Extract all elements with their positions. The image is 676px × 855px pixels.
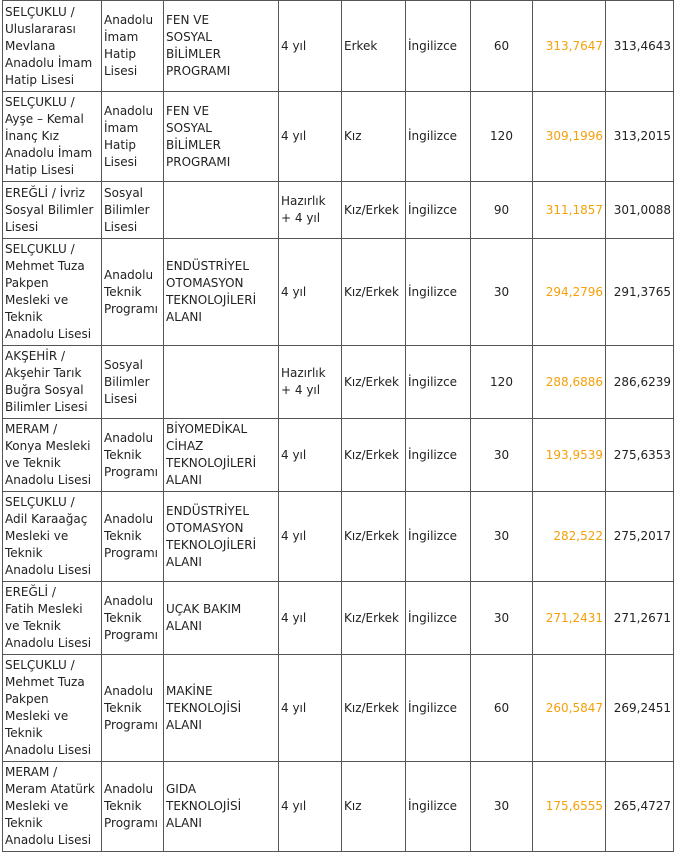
gender-cell: Kız (342, 762, 406, 852)
school-name-cell: MERAM / Konya Mesleki ve Teknik Anadolu Lisesi (3, 419, 102, 492)
school-type-cell: Anadolu İmam Hatip Lisesi (102, 92, 164, 182)
gender-cell: Kız/Erkek (342, 239, 406, 346)
base-score-cell: 260,5847 (533, 655, 606, 762)
school-name-cell: EREĞLİ / Fatih Mesleki ve Teknik Anadolu Lisesi (3, 582, 102, 655)
school-type-cell: Anadolu Teknik Programı (102, 582, 164, 655)
quota-cell: 30 (471, 239, 533, 346)
duration-cell: 4 yıl (279, 762, 342, 852)
gender-cell: Kız/Erkek (342, 419, 406, 492)
table-row (3, 419, 674, 492)
school-type-cell: Anadolu Teknik Programı (102, 492, 164, 582)
program-cell (164, 346, 279, 419)
program-cell: ENDÜSTRİYEL OTOMASYON TEKNOLOJİLERİ ALANI (164, 492, 279, 582)
gender-cell: Kız/Erkek (342, 492, 406, 582)
top-score-cell: 301,0088 (606, 182, 674, 239)
duration-cell: Hazırlık + 4 yıl (279, 346, 342, 419)
table-row (3, 492, 674, 582)
language-cell: İngilizce (406, 182, 471, 239)
base-score-cell: 175,6555 (533, 762, 606, 852)
language-cell: İngilizce (406, 762, 471, 852)
quota-cell: 30 (471, 419, 533, 492)
table-row (3, 346, 674, 419)
top-score-cell: 269,2451 (606, 655, 674, 762)
program-cell: GIDA TEKNOLOJİSİ ALANI (164, 762, 279, 852)
quota-cell: 30 (471, 492, 533, 582)
table-row (3, 92, 674, 182)
base-score-cell: 311,1857 (533, 182, 606, 239)
duration-cell: Hazırlık + 4 yıl (279, 182, 342, 239)
gender-cell: Kız (342, 92, 406, 182)
school-type-cell: Anadolu Teknik Programı (102, 239, 164, 346)
school-type-cell: Sosyal Bilimler Lisesi (102, 182, 164, 239)
base-score-cell: 288,6886 (533, 346, 606, 419)
duration-cell: 4 yıl (279, 92, 342, 182)
duration-cell: 4 yıl (279, 582, 342, 655)
school-type-cell: Anadolu Teknik Programı (102, 655, 164, 762)
duration-cell: 4 yıl (279, 655, 342, 762)
base-score-cell: 309,1996 (533, 92, 606, 182)
quota-cell: 30 (471, 762, 533, 852)
gender-cell: Kız/Erkek (342, 346, 406, 419)
language-cell: İngilizce (406, 92, 471, 182)
language-cell: İngilizce (406, 582, 471, 655)
language-cell: İngilizce (406, 1, 471, 92)
program-cell: ENDÜSTRİYEL OTOMASYON TEKNOLOJİLERİ ALANI (164, 239, 279, 346)
school-type-cell: Anadolu Teknik Programı (102, 419, 164, 492)
program-cell: BİYOMEDİKAL CİHAZ TEKNOLOJİLERİ ALANI (164, 419, 279, 492)
table-body (3, 1, 674, 852)
gender-cell: Erkek (342, 1, 406, 92)
quota-cell: 60 (471, 1, 533, 92)
school-name-cell: EREĞLİ / İvriz Sosyal Bilimler Lisesi (3, 182, 102, 239)
school-type-cell: Sosyal Bilimler Lisesi (102, 346, 164, 419)
school-name-cell: SELÇUKLU / Mehmet Tuza Pakpen Mesleki ve Teknik Anadolu Lisesi (3, 655, 102, 762)
school-name-cell: SELÇUKLU / Mehmet Tuza Pakpen Mesleki ve Teknik Anadolu Lisesi (3, 239, 102, 346)
gender-cell: Kız/Erkek (342, 655, 406, 762)
language-cell: İngilizce (406, 239, 471, 346)
base-score-cell: 313,7647 (533, 1, 606, 92)
base-score-cell: 193,9539 (533, 419, 606, 492)
top-score-cell: 275,2017 (606, 492, 674, 582)
top-score-cell: 291,3765 (606, 239, 674, 346)
language-cell: İngilizce (406, 655, 471, 762)
table-row (3, 1, 674, 92)
quota-cell: 120 (471, 346, 533, 419)
duration-cell: 4 yıl (279, 419, 342, 492)
program-cell (164, 182, 279, 239)
top-score-cell: 275,6353 (606, 419, 674, 492)
table-row (3, 655, 674, 762)
gender-cell: Kız/Erkek (342, 582, 406, 655)
table-row (3, 762, 674, 852)
language-cell: İngilizce (406, 346, 471, 419)
table-row (3, 582, 674, 655)
quota-cell: 90 (471, 182, 533, 239)
base-score-cell: 271,2431 (533, 582, 606, 655)
table-row (3, 182, 674, 239)
gender-cell: Kız/Erkek (342, 182, 406, 239)
school-name-cell: MERAM / Meram Atatürk Mesleki ve Teknik Anadolu Lisesi (3, 762, 102, 852)
top-score-cell: 265,4727 (606, 762, 674, 852)
duration-cell: 4 yıl (279, 1, 342, 92)
program-cell: MAKİNE TEKNOLOJİSİ ALANI (164, 655, 279, 762)
program-cell: FEN VE SOSYAL BİLİMLER PROGRAMI (164, 92, 279, 182)
top-score-cell: 286,6239 (606, 346, 674, 419)
quota-cell: 120 (471, 92, 533, 182)
school-name-cell: SELÇUKLU / Adil Karaağaç Mesleki ve Teknik Anadolu Lisesi (3, 492, 102, 582)
base-score-cell: 294,2796 (533, 239, 606, 346)
quota-cell: 30 (471, 582, 533, 655)
table-row (3, 239, 674, 346)
school-name-cell: AKŞEHİR / Akşehir Tarık Buğra Sosyal Bilimler Lisesi (3, 346, 102, 419)
language-cell: İngilizce (406, 492, 471, 582)
school-type-cell: Anadolu Teknik Programı (102, 762, 164, 852)
top-score-cell: 271,2671 (606, 582, 674, 655)
program-cell: FEN VE SOSYAL BİLİMLER PROGRAMI (164, 1, 279, 92)
base-score-cell: 282,522 (533, 492, 606, 582)
duration-cell: 4 yıl (279, 492, 342, 582)
school-table (2, 0, 674, 852)
duration-cell: 4 yıl (279, 239, 342, 346)
top-score-cell: 313,4643 (606, 1, 674, 92)
quota-cell: 60 (471, 655, 533, 762)
school-name-cell: SELÇUKLU / Uluslararası Mevlana Anadolu İmam Hatip Lisesi (3, 1, 102, 92)
top-score-cell: 313,2015 (606, 92, 674, 182)
language-cell: İngilizce (406, 419, 471, 492)
program-cell: UÇAK BAKIM ALANI (164, 582, 279, 655)
school-type-cell: Anadolu İmam Hatip Lisesi (102, 1, 164, 92)
school-name-cell: SELÇUKLU / Ayşe – Kemal İnanç Kız Anadolu İmam Hatip Lisesi (3, 92, 102, 182)
